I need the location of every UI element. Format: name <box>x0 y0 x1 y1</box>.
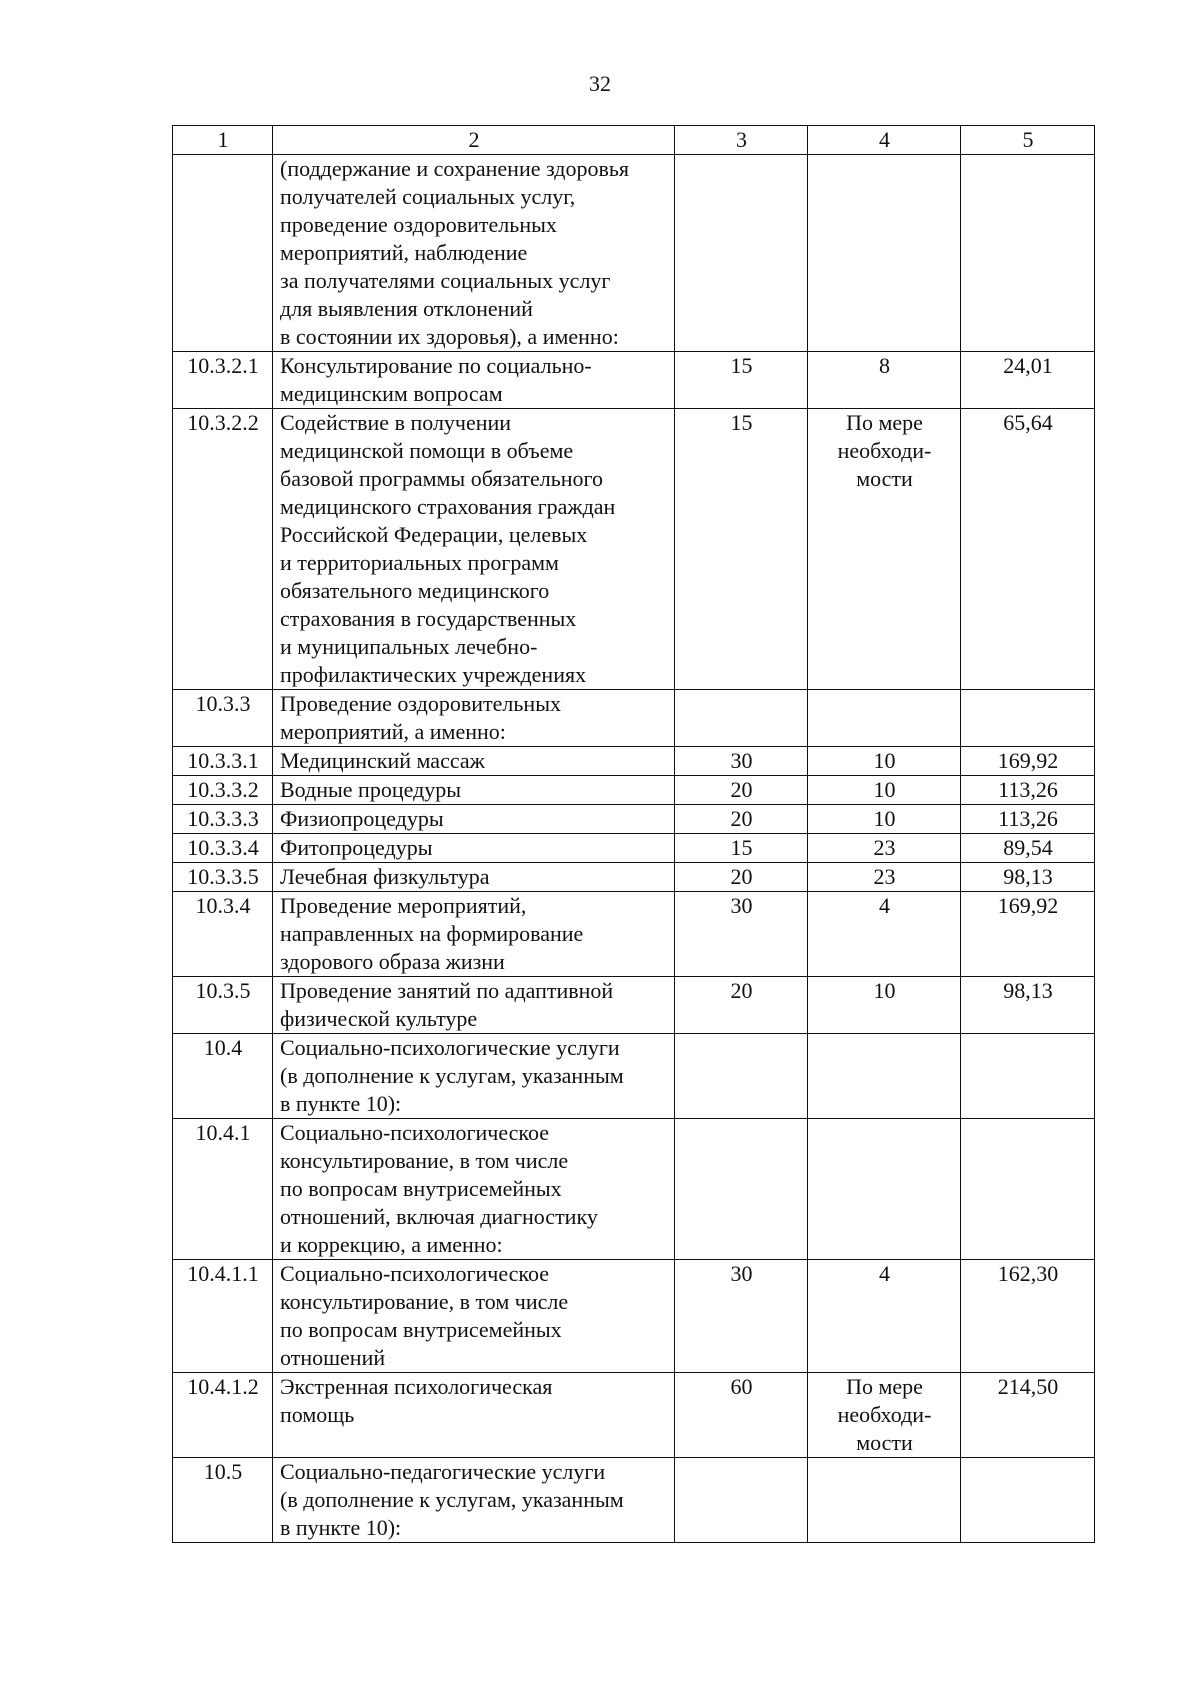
time-norm: 30 <box>675 747 808 776</box>
table-row <box>173 863 1095 892</box>
frequency: 8 <box>808 352 961 409</box>
table-row <box>173 834 1095 863</box>
time-norm: 20 <box>675 863 808 892</box>
table-row <box>173 1373 1095 1458</box>
tariff-value: 65,64 <box>961 409 1095 690</box>
tariff-value: 162,30 <box>961 1260 1095 1373</box>
row-number: 10.3.3.5 <box>173 863 273 892</box>
table-row <box>173 1260 1095 1373</box>
service-description: Физиопроцедуры <box>273 805 675 834</box>
tariff-value <box>961 1458 1095 1543</box>
time-norm: 15 <box>675 409 808 690</box>
service-description: Консультирование по социально- медицинским вопросам <box>273 352 675 409</box>
frequency <box>808 1034 961 1119</box>
row-number: 10.3.2.1 <box>173 352 273 409</box>
row-number: 10.3.4 <box>173 892 273 977</box>
service-description: Содействие в получении медицинской помощи в объеме базовой программы обязательного медицинского страхования граждан Российской Федерации, целевых и территориальных программ обязательного медицинского страхования в государственных и муниципальных лечебно- профилактических учреждениях <box>273 409 675 690</box>
row-number: 10.3.3 <box>173 690 273 747</box>
service-description: Социально-психологическое консультирование, в том числе по вопросам внутрисемейных отношений <box>273 1260 675 1373</box>
row-number: 10.5 <box>173 1458 273 1543</box>
table-row <box>173 747 1095 776</box>
tariff-value: 169,92 <box>961 747 1095 776</box>
service-description: Проведение оздоровительных мероприятий, а именно: <box>273 690 675 747</box>
frequency <box>808 1119 961 1260</box>
tariff-value: 169,92 <box>961 892 1095 977</box>
table-row <box>173 1119 1095 1260</box>
service-description: Лечебная физкультура <box>273 863 675 892</box>
row-number: 10.4.1.2 <box>173 1373 273 1458</box>
table-row <box>173 155 1095 352</box>
tariff-value: 98,13 <box>961 977 1095 1034</box>
time-norm: 20 <box>675 977 808 1034</box>
table-row <box>173 409 1095 690</box>
service-description: Экстренная психологическая помощь <box>273 1373 675 1458</box>
column-header-5: 5 <box>961 126 1095 155</box>
tariff-value: 113,26 <box>961 776 1095 805</box>
row-number: 10.4 <box>173 1034 273 1119</box>
frequency <box>808 690 961 747</box>
column-header-2: 2 <box>273 126 675 155</box>
tariff-value: 98,13 <box>961 863 1095 892</box>
service-description: Медицинский массаж <box>273 747 675 776</box>
service-description: (поддержание и сохранение здоровья получателей социальных услуг, проведение оздоровительных мероприятий, наблюдение за получателями социальных услуг для выявления отклонений в состоянии их здоровья), а именно: <box>273 155 675 352</box>
table-row <box>173 690 1095 747</box>
time-norm: 20 <box>675 776 808 805</box>
time-norm: 15 <box>675 352 808 409</box>
time-norm <box>675 1119 808 1260</box>
table-row <box>173 1034 1095 1119</box>
table-row <box>173 805 1095 834</box>
service-description: Проведение мероприятий, направленных на формирование здорового образа жизни <box>273 892 675 977</box>
time-norm <box>675 1458 808 1543</box>
time-norm <box>675 1034 808 1119</box>
row-number: 10.3.3.3 <box>173 805 273 834</box>
tariff-value: 214,50 <box>961 1373 1095 1458</box>
tariff-value: 89,54 <box>961 834 1095 863</box>
frequency: 10 <box>808 805 961 834</box>
time-norm: 20 <box>675 805 808 834</box>
frequency: 10 <box>808 747 961 776</box>
page-number: 32 <box>589 71 611 96</box>
service-description: Проведение занятий по адаптивной физической культуре <box>273 977 675 1034</box>
tariff-value: 24,01 <box>961 352 1095 409</box>
time-norm <box>675 155 808 352</box>
table-row <box>173 977 1095 1034</box>
service-description: Водные процедуры <box>273 776 675 805</box>
tariff-value <box>961 155 1095 352</box>
row-number: 10.3.3.2 <box>173 776 273 805</box>
row-number: 10.3.2.2 <box>173 409 273 690</box>
time-norm: 30 <box>675 1260 808 1373</box>
service-description: Социально-психологические услуги (в дополнение к услугам, указанным в пункте 10): <box>273 1034 675 1119</box>
frequency: 10 <box>808 977 961 1034</box>
frequency: 10 <box>808 776 961 805</box>
tariff-value <box>961 1034 1095 1119</box>
column-header-3: 3 <box>675 126 808 155</box>
time-norm: 60 <box>675 1373 808 1458</box>
frequency: 4 <box>808 892 961 977</box>
row-number: 10.3.3.1 <box>173 747 273 776</box>
service-description: Фитопроцедуры <box>273 834 675 863</box>
row-number <box>173 155 273 352</box>
table-row <box>173 1458 1095 1543</box>
time-norm: 15 <box>675 834 808 863</box>
frequency: 23 <box>808 863 961 892</box>
tariff-value <box>961 690 1095 747</box>
table-body <box>173 155 1095 1543</box>
tariff-value <box>961 1119 1095 1260</box>
row-number: 10.3.3.4 <box>173 834 273 863</box>
frequency <box>808 155 961 352</box>
column-header-4: 4 <box>808 126 961 155</box>
header-row <box>173 126 1095 155</box>
tariff-value: 113,26 <box>961 805 1095 834</box>
row-number: 10.4.1.1 <box>173 1260 273 1373</box>
frequency: 4 <box>808 1260 961 1373</box>
table-row <box>173 776 1095 805</box>
frequency: По мере необходи- мости <box>808 409 961 690</box>
service-description: Социально-педагогические услуги (в дополнение к услугам, указанным в пункте 10): <box>273 1458 675 1543</box>
time-norm <box>675 690 808 747</box>
time-norm: 30 <box>675 892 808 977</box>
services-table <box>172 125 1095 1543</box>
frequency <box>808 1458 961 1543</box>
table-row <box>173 352 1095 409</box>
frequency: По мере необходи- мости <box>808 1373 961 1458</box>
column-header-1: 1 <box>173 126 273 155</box>
row-number: 10.3.5 <box>173 977 273 1034</box>
table-row <box>173 892 1095 977</box>
service-description: Социально-психологическое консультирование, в том числе по вопросам внутрисемейных отношений, включая диагностику и коррекцию, а именно: <box>273 1119 675 1260</box>
frequency: 23 <box>808 834 961 863</box>
row-number: 10.4.1 <box>173 1119 273 1260</box>
